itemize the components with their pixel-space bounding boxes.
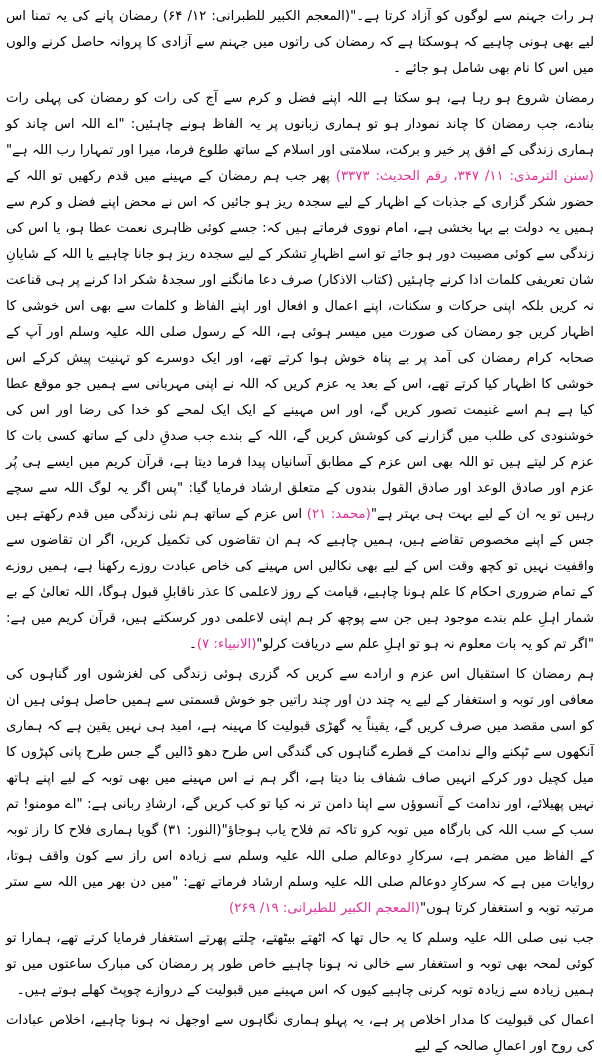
paragraph	[6, 86, 594, 658]
reference-citation: (المعجم الکبیر للطبرانی: ۱۹/ ۲۶۹)	[229, 901, 420, 916]
paragraph	[6, 662, 594, 922]
paragraph	[6, 926, 594, 1004]
paragraph-text: رمضان شروع ہو رہا ہے، ہو سکتا ہے اللہ اپنے فضل و کرم سے آج کی رات کو رمضان کی پہلی رات بنادے، جب رمضان کا چاند نمودار ہو تو ہماری زبانوں پر یہ الفاظ ہونے چاہئیں: "اے اللہ اس چاند کو ہماری زندگی کے افق پر خیر و برکت، سلامتی اور اسلام کے ساتھ طلوع فرما، میرا اور تمہارا رب اللہ ہے"	[6, 91, 594, 158]
reference-citation: (محمد: ۲۱)	[306, 507, 371, 522]
paragraph	[6, 1008, 594, 1060]
paragraph-text: اعمال کی قبولیت کا مدار اخلاص پر ہے، یہ پہلو ہماری نگاہوں سے اوجھل نہ ہونا چاہیے، اخلاص عبادات کی روح اور اعمالِ صالحہ کے لیے	[6, 1013, 594, 1054]
paragraph-text: ۔	[189, 637, 197, 652]
paragraph-text: اس عزم کے ساتھ ہم نئی زندگی میں قدم رکھتے ہیں جس کے اپنے مخصوص تقاضے ہیں، ہمیں چاہیے کہ ہم ان تقاضوں کی تکمیل کریں، اگر ان تقاضوں سے واقفیت نہیں تو کچھ وقت اس کے لیے بھی نکالیں اس مہینے کی خاص عبادت روزے رکھنا ہے، ہمیں روزے کے تمام ضروری احکام کا علم ہونا چاہیے، قیامت کے روز لاعلمی کا عذر ناقابلِ قبول ہوگا، اللہ تعالیٰ کے بے شمار اہلِ علم بندے موجود ہیں جن سے پوچھ کر ہم اپنی لاعلمی دور کرسکتے ہیں، قرآن کریم میں ہے: "اگر تم کو یہ بات معلوم نہ ہو تو اہلِ علم سے دریافت کرلو"	[6, 507, 594, 652]
paragraph	[6, 4, 594, 82]
paragraph-text: ہم رمضان کا استقبال اس عزم و ارادے سے کریں کہ گزری ہوئی زندگی کی لغزشوں اور گناہوں کی معافی اور توبہ و استغفار کے لیے یہ چند دن اور چند راتیں جو خوش قسمتی سے ہمیں حاصل ہوئی ہیں ان کو اسی مقصد میں صرف کریں گے، یقیناً یہ گھڑی قبولیت کا مہینہ ہے، امید ہی نہیں یقین ہے کہ ہماری آنکھوں سے ٹپکنے والے ندامت کے قطرے گناہوں کی گندگی اس طرح دھو ڈالیں گے جس طرح پانی کپڑوں کا میل کچیل دور کرکے انہیں صاف شفاف بنا دیتا ہے، اگر ہم نے اس مہینے میں بھی توبہ کے لیے اپنے ہاتھ نہیں پھیلائے، اور ندامت کے آنسوؤں سے اپنا دامن تر نہ کیا تو کب کریں گے، ارشادِ ربانی ہے: "اے مومنو! تم سب کے سب اللہ کی بارگاہ میں توبہ کرو تاکہ تم فلاح یاب ہوجاؤ"	[6, 667, 594, 838]
paragraph-text: رمضان پانے کی یہ تمنا اس لیے بھی ہونی چاہیے کہ ہوسکتا ہے کہ رمضان کی راتوں میں جہنم سے آزادی کا پروانہ حاصل کرنے والوں میں اس کا نام بھی شامل ہو جائے ۔	[6, 9, 594, 76]
paragraph-text: گویا ہماری فلاح کا راز توبہ کے الفاظ میں مضمر ہے، سرکارِ دوعالم صلی اللہ علیہ وسلم سے زیادہ اس راز سے کون واقف ہوتا، روایات میں ہے کہ سرکارِ دوعالم صلی اللہ علیہ وسلم ارشاد فرماتے تھے: "میں دن بھر میں اللہ سے ستر مرتبہ توبہ و استغفار کرتا ہوں"	[6, 823, 594, 916]
paragraph-text: پھر جب ہم رمضان کے مہینے میں قدم رکھیں تو اللہ کے حضور شکر گزاری کے جذبات کے اظہار کے لیے سجدہ ریز ہو جائیں کہ اس نے محض اپنے فضل و کرم سے ہمیں یہ دولت بے بہا بخشی ہے، امام نووی فرماتے ہیں کہ: جسے کوئی ظاہری نعمت عطا ہو، یا اس کی زندگی سے کوئی مصیبت دور ہو جائے تو اسے اظہارِ تشکر کے لیے سجدہ ریز ہو جانا چاہیے یا اللہ کے شایانِ شان تعریفی کلمات ادا کرنے چاہئیں (کتاب الاذکار) صرف دعا مانگنے اور سجدۂ شکر ادا کرنے پر ہی قناعت نہ کریں بلکہ اپنی حرکات و سکنات، اپنے اعمال و افعال اور اپنے الفاظ و کلمات سے بھی اس خوشی کا اظہار کریں جو رمضان کی صورت میں میسر ہوئی ہے، اللہ کے رسول صلی اللہ علیہ وسلم اور آپ کے صحابہ کرام رمضان کی آمد پر بے پناہ خوش ہوا کرتے تھے، اور ایک دوسرے کو تہنیت پیش کرکے اس خوشی کا اظہار کیا کرتے تھے، اس کے بعد یہ عزم کریں کہ اللہ نے اپنی مہربانی سے ہمیں جو موقع عطا کیا ہے ہم اسے غنیمت تصور کریں گے، اور اس مہینے کے ایک ایک لمحے کو خدا کی رضا اور اس کی خوشنودی کی طلب میں گزارنے کی کوشش کریں گے، اللہ کے بندے جب صدقِ دلی کے ساتھ کسی بات کا عزم کر لیتے ہیں تو اللہ بھی اس عزم کے مطابق آسانیاں پیدا فرما دیتا ہے، قرآن کریم میں ایسے ہی پُر عزم اور صادق الوعد اور صادق القول بندوں کے متعلق ارشاد فرمایا گیا: "پس اگر یہ لوگ اللہ سے سچے رہیں تو یہ ان کے لیے بہت ہی بہتر ہے"	[6, 169, 594, 522]
reference-citation: (سنن الترمذی: ۱۱/ ۳۴۷، رقم الحدیث: ۳۳۷۳)	[335, 169, 594, 184]
paragraph-text: (النور: ۳۱)	[162, 823, 222, 838]
paragraph-text: (المعجم الکبیر للطبرانی: ۱۲/ ۶۴)	[162, 9, 351, 24]
reference-citation: (الانبیاء: ۷)	[196, 637, 257, 652]
paragraph-text: ہر رات جہنم سے لوگوں کو آزاد کرتا ہے۔"	[350, 9, 594, 24]
paragraph-text: جب نبی صلی اللہ علیہ وسلم کا یہ حال تھا کہ اٹھتے بیٹھتے، چلتے پھرتے استغفار فرمایا کرتے تھے، ہمارا تو کوئی لمحہ بھی توبہ و استغفار سے خالی نہ ہونا چاہیے خاص طور پر رمضان کی مبارک ساعتوں میں تو ہمیں زیادہ سے زیادہ توبہ کرنی چاہیے کیوں کہ اس مہینے میں قبولیت کے دروازے چوپٹ کھلے ہوتے ہیں۔	[6, 931, 594, 998]
